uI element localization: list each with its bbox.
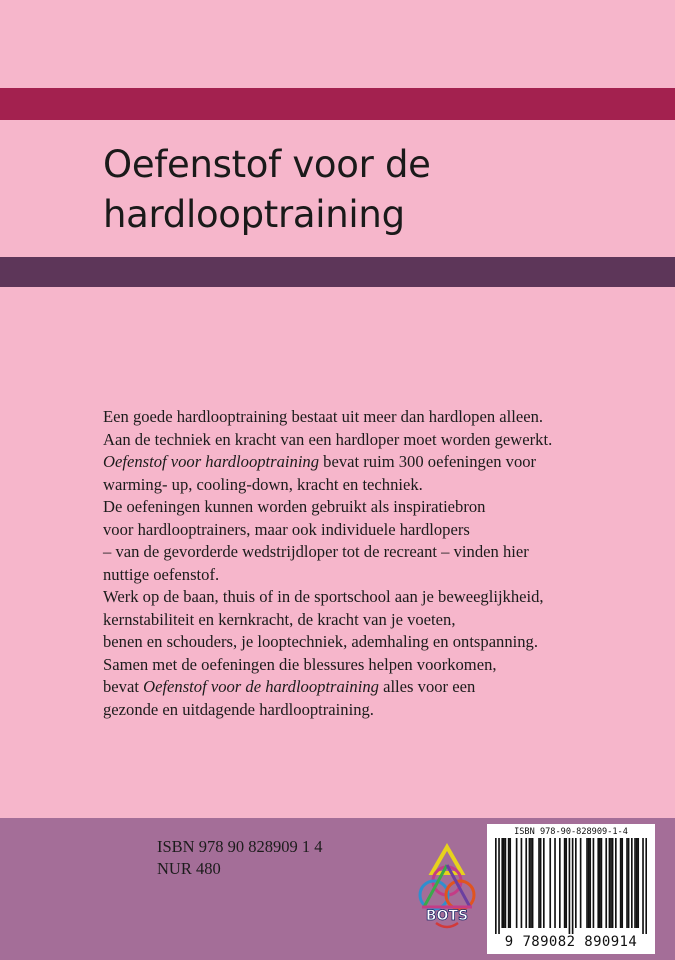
barcode-bar: [543, 838, 545, 928]
top-color-band: [0, 88, 675, 120]
title-line-1: Oefenstof voor de: [103, 143, 431, 186]
book-title-italic: Oefenstof voor hardlooptraining: [103, 452, 320, 471]
blurb-line: De oefeningen kunnen worden gebruikt als inspiratiebron: [103, 497, 486, 516]
book-title: [103, 140, 663, 240]
barcode-bar: [586, 838, 588, 928]
barcode-guard-bar: [572, 838, 574, 934]
barcode-bar: [599, 838, 601, 928]
barcode-bar: [564, 838, 566, 928]
barcode-bar: [509, 838, 511, 928]
barcode-guard-bar: [569, 838, 571, 934]
barcode-guard-bar: [495, 838, 497, 934]
book-codes: [157, 836, 322, 880]
blurb-line: Samen met de oefeningen die blessures helpen voorkomen,: [103, 654, 497, 674]
barcode-isbn-text: ISBN 978-90-828909-1-4: [514, 827, 628, 837]
blurb-line: kernstabiliteit en kernkracht, de kracht van je voeten,: [103, 609, 456, 629]
barcode-bar: [609, 838, 611, 928]
blurb-line: warming- up, cooling-down, kracht en techniek.: [103, 474, 423, 494]
barcode-bar: [610, 838, 612, 928]
barcode-bar: [605, 838, 607, 928]
barcode-bar: [503, 838, 505, 928]
barcode-bar: [615, 838, 617, 928]
blurb-line: – van de gevorderde wedstrijdloper tot de recreant – vinden hier: [103, 542, 529, 561]
barcode-bar: [501, 838, 503, 928]
blurb-line: bevat Oefenstof voor de hardlooptraining alles voor een: [103, 677, 476, 696]
barcode-bar: [597, 838, 599, 928]
nur-text: NUR 480: [157, 859, 221, 878]
barcode-bar: [508, 838, 510, 928]
barcode-icon: [495, 838, 647, 934]
barcode-bar: [521, 838, 523, 928]
barcode-bar: [620, 838, 622, 928]
barcode-bar: [529, 838, 531, 928]
barcode-bar: [580, 838, 582, 928]
barcode-bar: [631, 838, 633, 928]
blurb-line: benen en schouders, je looptechniek, ademhaling en ontspanning.: [103, 632, 539, 651]
barcode-bar: [538, 838, 540, 928]
barcode-bar: [540, 838, 542, 928]
barcode-bar: [593, 838, 595, 928]
barcode-bar: [621, 838, 623, 928]
barcode-bar: [549, 838, 551, 928]
bots-logo-icon: [412, 843, 482, 931]
blurb-line: nuttige oefenstof.: [103, 564, 220, 584]
barcode-bar: [637, 838, 639, 928]
logo-text: BOTS: [425, 908, 469, 924]
blurb-line: voor hardlooptrainers, maar ook individuele hardlopers: [103, 519, 470, 539]
barcode-bar: [589, 838, 591, 928]
blurb-line: Werk op de baan, thuis of in de sportschool aan je beweeglijkheid,: [103, 587, 544, 606]
book-title-italic: Oefenstof voor de hardlooptraining: [143, 677, 379, 696]
barcode-bar: [530, 838, 532, 928]
blurb-line: Oefenstof voor hardlooptraining bevat ruim 300 oefeningen voor: [103, 452, 537, 471]
barcode-bar: [628, 838, 630, 928]
middle-color-band: [0, 257, 675, 287]
barcode-bar: [532, 838, 534, 928]
barcode-bar: [601, 838, 603, 928]
barcode-bar: [636, 838, 638, 928]
blurb-line: Aan de techniek en kracht van een hardloper moet worden gewerkt.: [103, 429, 553, 449]
barcode-bar: [575, 838, 577, 928]
barcode-bar: [634, 838, 636, 928]
back-cover-blurb: [103, 406, 648, 721]
barcode-bar: [626, 838, 628, 928]
barcode-bar: [505, 838, 507, 928]
barcode-bar: [612, 838, 614, 928]
blurb-line: Een goede hardlooptraining bestaat uit meer dan hardlopen alleen.: [103, 407, 544, 426]
blurb-line: gezonde en uitdagende hardlooptraining.: [103, 699, 374, 719]
barcode-bar: [588, 838, 590, 928]
barcode-label: [487, 824, 655, 954]
barcode-guard-bar: [642, 838, 644, 934]
barcode-guard-bar: [498, 838, 500, 934]
barcode-bar: [525, 838, 527, 928]
barcode-bar: [565, 838, 567, 928]
title-line-2: hardlooptraining: [103, 193, 405, 236]
barcode-bar: [516, 838, 518, 928]
barcode-guard-bar: [645, 838, 647, 934]
barcode-digits: 9 789082 890914: [504, 934, 638, 950]
barcode-bar: [554, 838, 556, 928]
isbn-text: ISBN 978 90 828909 1 4: [157, 837, 323, 856]
barcode-bar: [559, 838, 561, 928]
